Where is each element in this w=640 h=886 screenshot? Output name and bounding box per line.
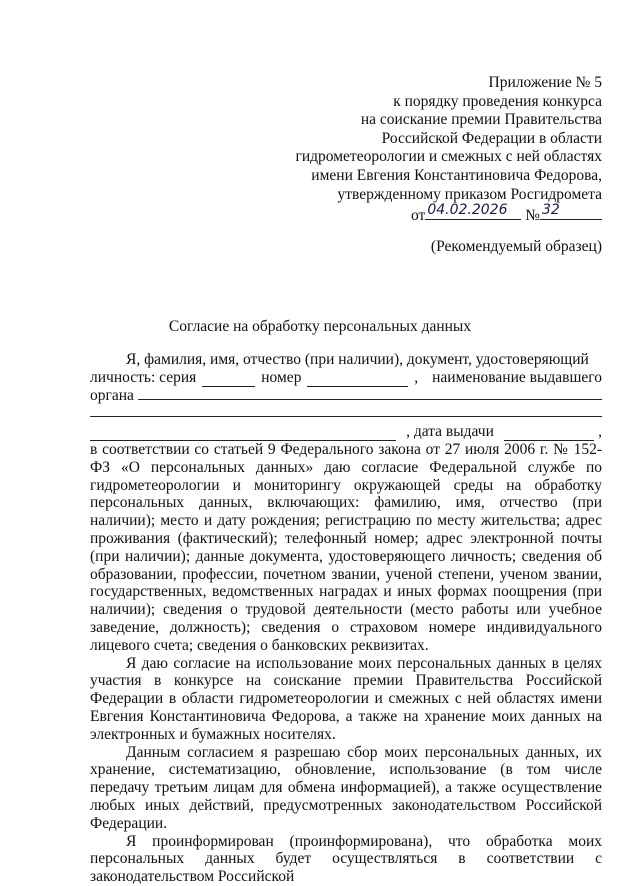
comma: , xyxy=(598,423,602,441)
series-field[interactable] xyxy=(202,373,255,387)
header-line: имени Евгения Константиновича Федорова, xyxy=(311,166,602,184)
header-line: на соискание премии Правительства xyxy=(360,111,602,129)
order-date: 04.02.2026 xyxy=(427,201,508,218)
order-reference xyxy=(411,201,602,226)
header-line: Российской Федерации в области xyxy=(381,129,602,147)
consent-paragraph-4: Я проинформирован (проинформирована), что обработка моих персональных данных будет осуществляться в соответствии с законодательством Российской xyxy=(90,832,602,886)
header-line: к порядку проведения конкурса xyxy=(393,92,602,110)
document-title: Согласие на обработку персональных данных xyxy=(168,318,472,335)
consent-paragraph-3: Данным согласием я разрешаю сбор моих персональных данных, их хранение, систематизацию, обновление, использование (в том числе передачу третьим лицам для обмена информацией), а также осуществление любых иных действий, предусмотренных законодательством Российской Федерации. xyxy=(90,743,602,832)
issuer-label: наименование выдавшего xyxy=(432,368,602,386)
issuer-field[interactable] xyxy=(138,398,602,400)
appendix-header xyxy=(282,74,602,226)
form-line-3 xyxy=(90,387,602,405)
form-line-2 xyxy=(90,369,602,387)
order-number-prefix: № xyxy=(525,207,540,225)
header-line: утвержденному приказом Росгидромета xyxy=(337,185,602,203)
consent-paragraph-1: в соответствии со статьей 9 Федерального закона от 27 июля 2006 г. № 152-ФЗ «О персональных данных» даю согласие Федеральной службе по гидрометеорологии и мониторингу окружающей среды на обработку персональных данных, включающих: фамилию, имя, отчество (при наличии); место и дату рождения; регистрацию по месту жительства; адрес проживания (фактический); телефонный номер; адрес электронной почты (при наличии); данные документа, удостоверяющего личность; сведения об образовании, профессии, почетном звании, ученой степени, ученом звании, государственных, ведомственных наградах и иных формах поощрения (при наличии); сведения о трудовой деятельности (место работы или учебное заведение, должность); сведения о страховом номере индивидуального лицевого счета; сведения о банковских реквизитах. xyxy=(90,440,602,654)
consent-body xyxy=(90,351,602,886)
comma: , xyxy=(414,368,419,386)
order-date-field xyxy=(425,201,521,220)
order-number-field xyxy=(540,201,602,220)
issuer-field-end[interactable] xyxy=(90,427,396,441)
number-field[interactable] xyxy=(307,373,408,387)
recommended-sample-note: (Рекомендуемый образец) xyxy=(430,238,602,255)
number-label: номер xyxy=(261,368,302,386)
date-label: , дата выдачи xyxy=(406,423,494,441)
header-line: Приложение № 5 xyxy=(488,74,602,91)
consent-paragraph-2: Я даю согласие на использование моих персональных данных в целях участия в конкурсе на соискание премии Правительства Российской Федерации в области гидрометеорологии и смежных с ней областях имени Евгения Константиновича Федорова, а также на хранение моих данных на электронных и бумажных носителях. xyxy=(90,654,602,743)
issuer-field-continued[interactable] xyxy=(90,404,602,417)
organ-label: органа xyxy=(90,386,134,404)
form-line-5 xyxy=(90,423,602,441)
order-number: 32 xyxy=(542,201,560,218)
order-prefix: от xyxy=(411,207,426,225)
issue-date-field[interactable] xyxy=(504,427,594,441)
form-line-1: Я, фамилия, имя, отчество (при наличии), документ, удостоверяющий xyxy=(126,351,589,368)
header-line: гидрометеорологии и смежных с ней областях xyxy=(295,148,602,166)
series-label: личность: серия xyxy=(90,368,197,386)
